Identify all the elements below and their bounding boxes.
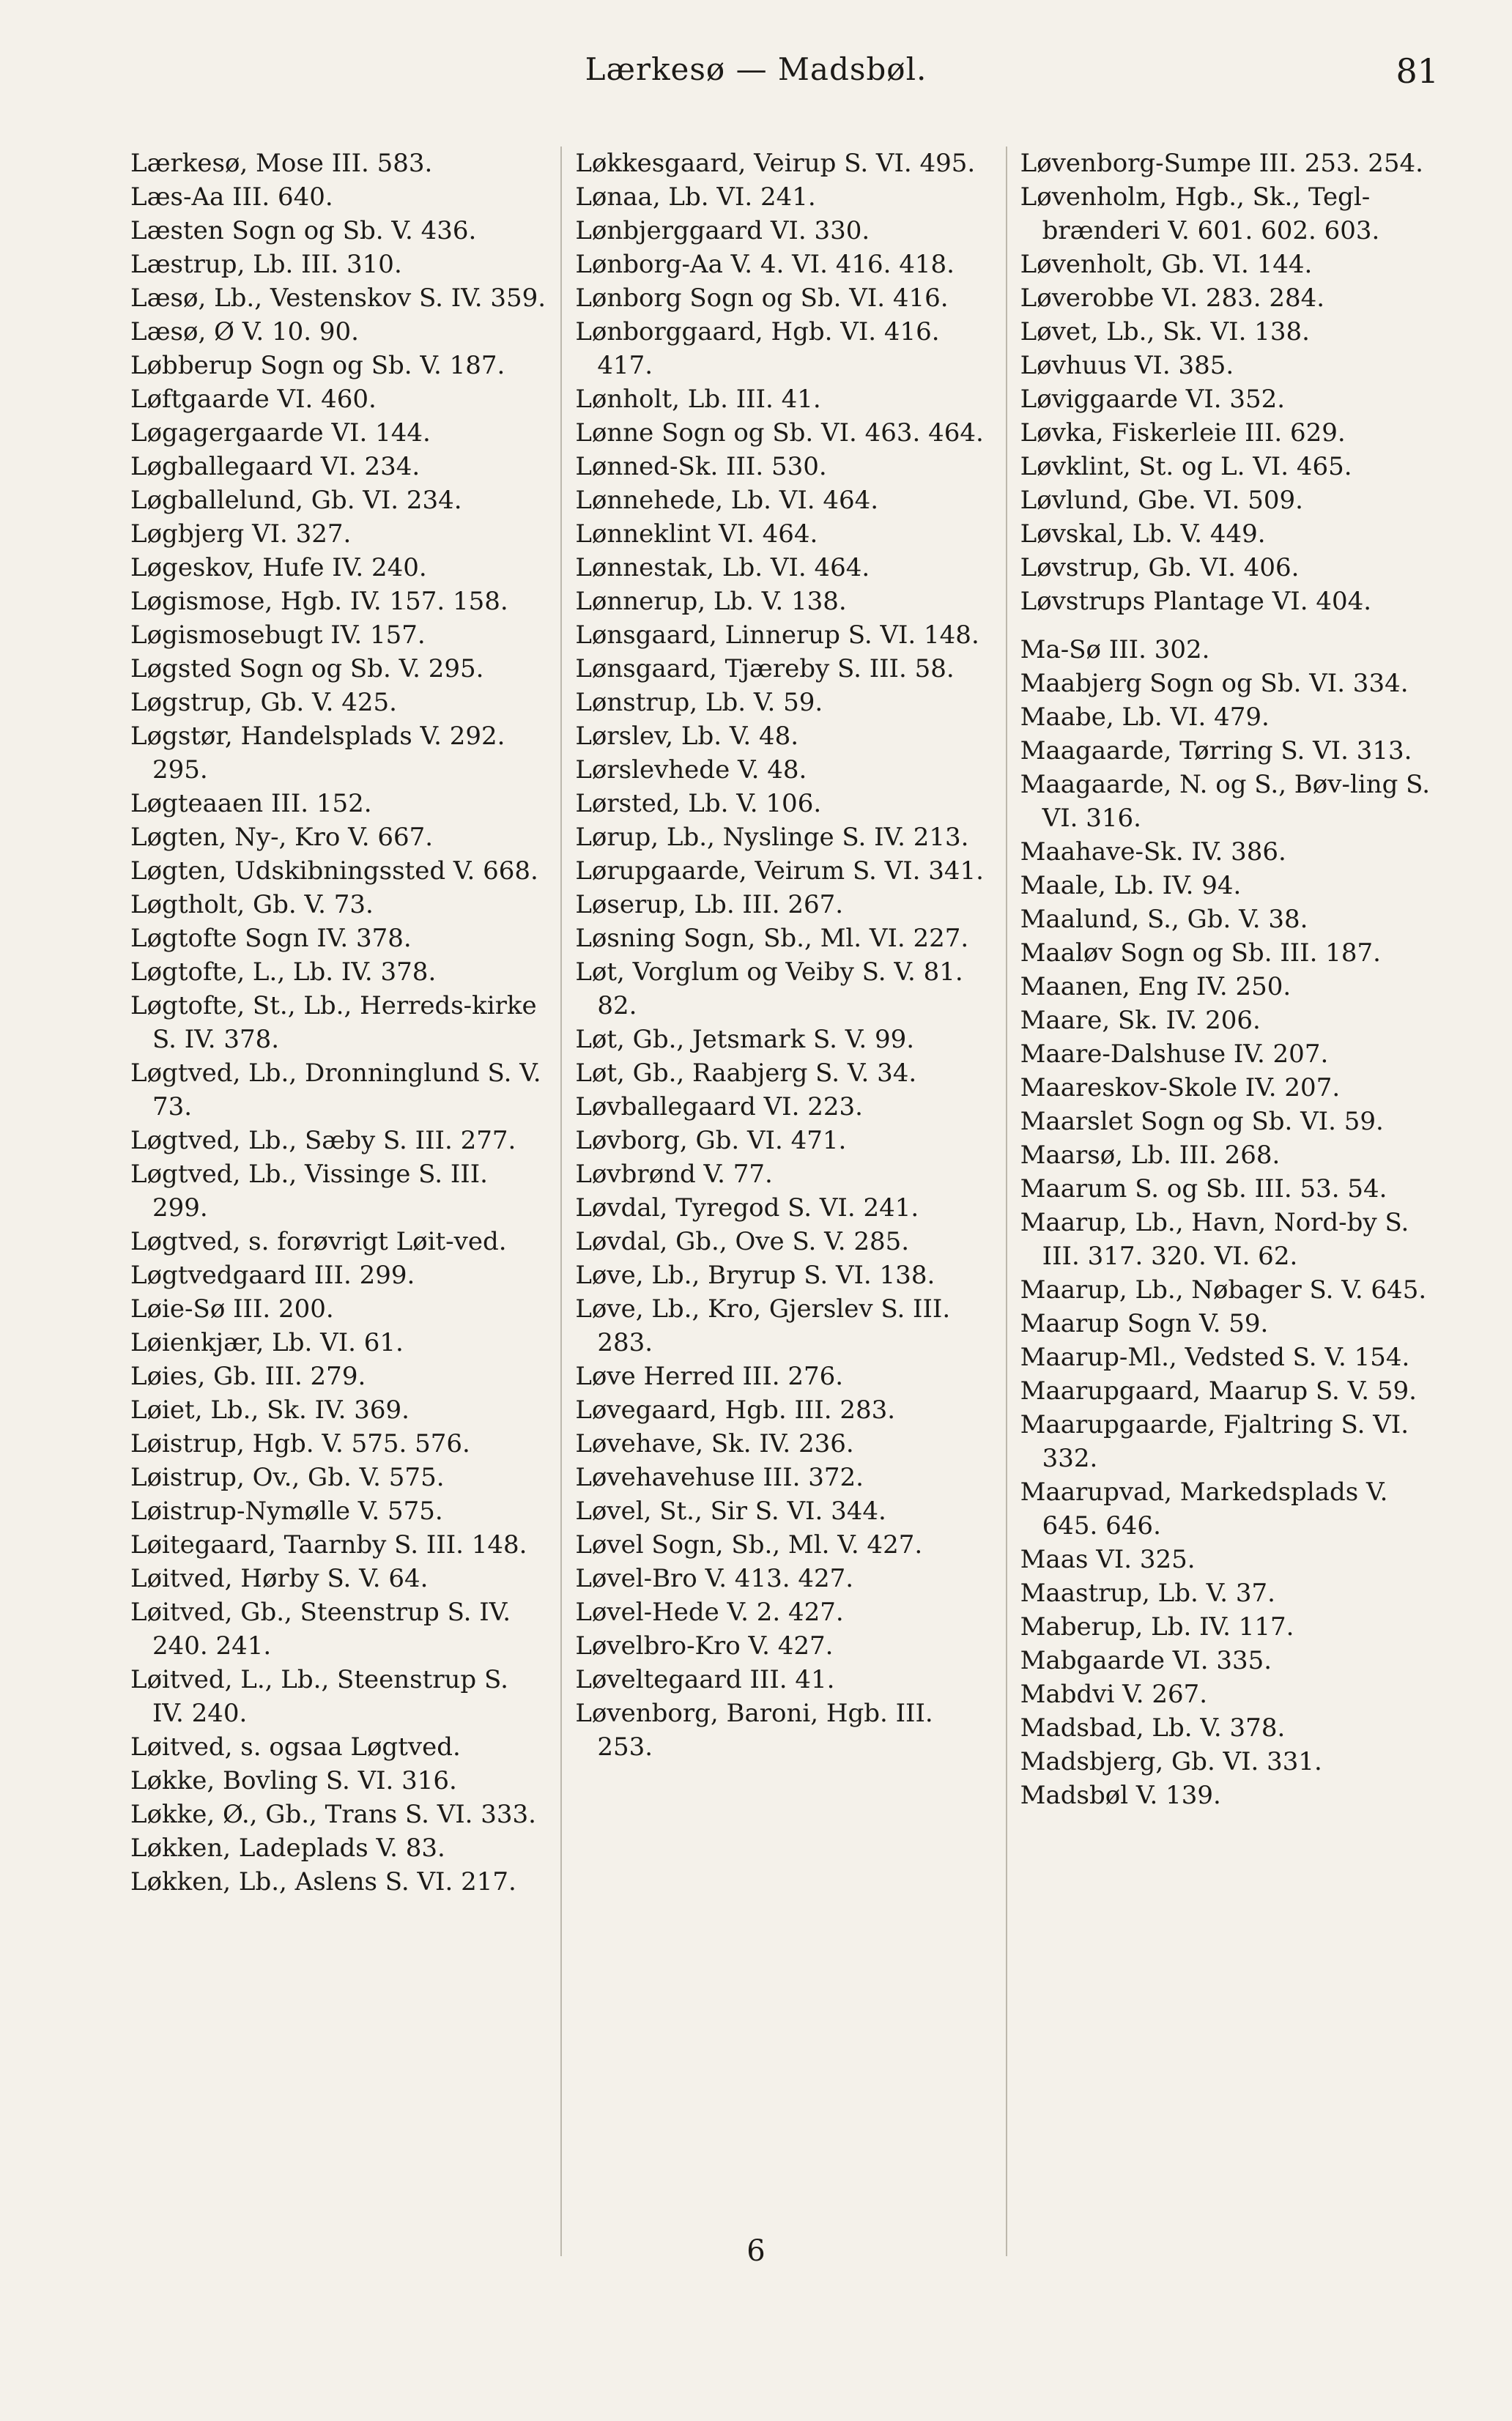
index-entry: Løies, Gb. III. 279. xyxy=(130,1362,366,1391)
index-entry: Løienkjær, Lb. VI. 61. xyxy=(130,1328,404,1357)
index-entry: Løgtvedgaard III. 299. xyxy=(130,1261,415,1290)
index-entry: Løsning Sogn, Sb., Ml. VI. 227. xyxy=(575,924,969,953)
index-entry: Løgtholt, Gb. V. 73. xyxy=(130,890,374,919)
index-entry: Løgstør, Handelsplads V. 292. 295. xyxy=(130,722,505,785)
index-entry: Lærkesø, Mose III. 583. xyxy=(130,149,433,178)
signature-mark: 6 xyxy=(746,2234,766,2268)
index-entry: Lørslevhede V. 48. xyxy=(575,755,807,785)
index-entry: Løgagergaarde VI. 144. xyxy=(130,418,431,448)
index-entry: Løvhuus VI. 385. xyxy=(1020,351,1234,380)
index-entry: Læstrup, Lb. III. 310. xyxy=(130,250,402,279)
index-entry: Læsø, Lb., Vestenskov S. IV. 359. xyxy=(130,283,546,313)
index-entry: Løistrup, Hgb. V. 575. 576. xyxy=(130,1429,470,1458)
index-entry: Maas VI. 325. xyxy=(1020,1545,1196,1574)
index-entry: Lørupgaarde, Veirum S. VI. 341. xyxy=(575,856,984,886)
index-entry: Løgtofte, L., Lb. IV. 378. xyxy=(130,957,437,987)
index-entry: Lønned-Sk. III. 530. xyxy=(575,452,827,481)
index-entry: Lønne Sogn og Sb. VI. 463. 464. xyxy=(575,418,984,448)
index-entry: Maaløv Sogn og Sb. III. 187. xyxy=(1020,938,1381,968)
index-entry: Læsten Sogn og Sb. V. 436. xyxy=(130,216,477,245)
index-column-1 xyxy=(117,147,560,2256)
index-entry: Madsbjerg, Gb. VI. 331. xyxy=(1020,1747,1322,1776)
index-entry: Lønnerup, Lb. V. 138. xyxy=(575,587,847,616)
index-entry: Løvehave, Sk. IV. 236. xyxy=(575,1429,854,1458)
index-entry: Løkken, Lb., Aslens S. VI. 217. xyxy=(130,1867,516,1897)
index-entry: Løvballegaard VI. 223. xyxy=(575,1092,863,1121)
index-entry: Læs-Aa III. 640. xyxy=(130,182,333,212)
index-entry: Løgismose, Hgb. IV. 157. 158. xyxy=(130,587,508,616)
index-entry: Løkke, Bovling S. VI. 316. xyxy=(130,1766,457,1795)
index-entry: Løgsted Sogn og Sb. V. 295. xyxy=(130,654,484,683)
index-entry: Løvel-Bro V. 413. 427. xyxy=(575,1564,854,1593)
index-columns xyxy=(117,147,1450,2256)
index-entry: Løistrup, Ov., Gb. V. 575. xyxy=(130,1463,445,1492)
index-entry: Løvstrup, Gb. VI. 406. xyxy=(1020,553,1300,582)
index-entry: Maarslet Sogn og Sb. VI. 59. xyxy=(1020,1107,1384,1136)
index-entry: Maabe, Lb. VI. 479. xyxy=(1020,702,1270,732)
index-entry: Løgtved, s. forøvrigt Løit-ved. xyxy=(130,1227,507,1256)
index-entry: Maareskov-Skole IV. 207. xyxy=(1020,1073,1341,1102)
index-entry: Lønaa, Lb. VI. 241. xyxy=(575,182,816,212)
index-entry: Maanen, Eng IV. 250. xyxy=(1020,972,1292,1001)
index-entry: Løvenholm, Hgb., Sk., Tegl-brænderi V. 601. 602. 603. xyxy=(1020,182,1380,245)
index-entry: Mabgaarde VI. 335. xyxy=(1020,1646,1272,1675)
index-entry: Maahave-Sk. IV. 386. xyxy=(1020,837,1286,867)
index-entry: Løvelbro-Kro V. 427. xyxy=(575,1631,834,1661)
page-number: 81 xyxy=(1396,51,1439,91)
index-entry: Løve Herred III. 276. xyxy=(575,1362,844,1391)
index-entry: Lønnestak, Lb. VI. 464. xyxy=(575,553,870,582)
index-entry: Løvel-Hede V. 2. 427. xyxy=(575,1598,844,1627)
index-entry: Lønholt, Lb. III. 41. xyxy=(575,385,821,414)
index-column-3 xyxy=(1006,147,1450,2256)
index-entry: Løvet, Lb., Sk. VI. 138. xyxy=(1020,317,1310,346)
index-entry: Løvlund, Gbe. VI. 509. xyxy=(1020,486,1303,515)
index-entry: Løftgaarde VI. 460. xyxy=(130,385,377,414)
index-entry: Lønborg Sogn og Sb. VI. 416. xyxy=(575,283,949,313)
index-entry: Maarup-Ml., Vedsted S. V. 154. xyxy=(1020,1343,1410,1372)
index-entry: Løitved, L., Lb., Steenstrup S. IV. 240. xyxy=(130,1665,508,1728)
index-entry: Lørup, Lb., Nyslinge S. IV. 213. xyxy=(575,823,969,852)
index-entry: Løgeskov, Hufe IV. 240. xyxy=(130,553,427,582)
index-entry: Lørsted, Lb. V. 106. xyxy=(575,789,822,818)
index-entry: Maarupvad, Markedsplads V. 645. 646. xyxy=(1020,1478,1388,1541)
index-entry: Maarup, Lb., Havn, Nord-by S. III. 317. 320. VI. 62. xyxy=(1020,1208,1409,1271)
index-entry: Lønsgaard, Tjæreby S. III. 58. xyxy=(575,654,955,683)
index-entry: Løt, Vorglum og Veiby S. V. 81. 82. xyxy=(575,957,963,1020)
index-entry: Løkkesgaard, Veirup S. VI. 495. xyxy=(575,149,976,178)
index-entry: Løvel, St., Sir S. VI. 344. xyxy=(575,1497,886,1526)
index-entry: Lønborg-Aa V. 4. VI. 416. 418. xyxy=(575,250,955,279)
index-entry: Løkken, Ladeplads V. 83. xyxy=(130,1834,445,1863)
index-entry: Lønnehede, Lb. VI. 464. xyxy=(575,486,879,515)
index-entry: Løkke, Ø., Gb., Trans S. VI. 333. xyxy=(130,1800,536,1829)
index-entry: Løistrup-Nymølle V. 575. xyxy=(130,1497,443,1526)
index-entry: Løvstrups Plantage VI. 404. xyxy=(1020,587,1372,616)
index-entry: Løbberup Sogn og Sb. V. 187. xyxy=(130,351,505,380)
index-entry: Løvklint, St. og L. VI. 465. xyxy=(1020,452,1352,481)
index-entry: Maagaarde, N. og S., Bøv-ling S. VI. 316. xyxy=(1020,770,1431,833)
index-entry: Maale, Lb. IV. 94. xyxy=(1020,871,1242,900)
index-entry: Løgbjerg VI. 327. xyxy=(130,519,352,549)
running-title: Lærkesø — Madsbøl. xyxy=(585,51,927,87)
index-entry: Løvegaard, Hgb. III. 283. xyxy=(575,1395,896,1425)
index-entry: Løve, Lb., Bryrup S. VI. 138. xyxy=(575,1261,935,1290)
index-entry: Løgismosebugt IV. 157. xyxy=(130,620,426,650)
index-entry: Løvbrønd V. 77. xyxy=(575,1160,773,1189)
index-entry: Læsø, Ø V. 10. 90. xyxy=(130,317,359,346)
index-entry: Løviggaarde VI. 352. xyxy=(1020,385,1286,414)
index-entry: Løvehavehuse III. 372. xyxy=(575,1463,864,1492)
index-entry: Løgten, Udskibningssted V. 668. xyxy=(130,856,538,886)
index-entry: Løgtved, Lb., Vissinge S. III. 299. xyxy=(130,1160,488,1223)
index-entry: Løvborg, Gb. VI. 471. xyxy=(575,1126,847,1155)
index-entry: Maagaarde, Tørring S. VI. 313. xyxy=(1020,736,1412,765)
index-entry: Maarum S. og Sb. III. 53. 54. xyxy=(1020,1174,1387,1204)
index-entry: Løvdal, Tyregod S. VI. 241. xyxy=(575,1193,919,1223)
index-entry: Løvskal, Lb. V. 449. xyxy=(1020,519,1266,549)
index-entry: Løverobbe VI. 283. 284. xyxy=(1020,283,1325,313)
index-entry: Mabdvi V. 267. xyxy=(1020,1680,1208,1709)
index-entry: Løie-Sø III. 200. xyxy=(130,1294,334,1324)
index-entry: Maarsø, Lb. III. 268. xyxy=(1020,1141,1281,1170)
index-entry: Lønneklint VI. 464. xyxy=(575,519,818,549)
index-entry: Løveltegaard III. 41. xyxy=(575,1665,835,1694)
index-entry: Løgballelund, Gb. VI. 234. xyxy=(130,486,462,515)
index-entry: Løgtved, Lb., Sæby S. III. 277. xyxy=(130,1126,516,1155)
index-entry: Løitved, Hørby S. V. 64. xyxy=(130,1564,429,1593)
index-entry: Madsbad, Lb. V. 378. xyxy=(1020,1713,1286,1743)
page-header xyxy=(0,51,1512,117)
index-entry: Løvka, Fiskerleie III. 629. xyxy=(1020,418,1346,448)
index-entry: Maastrup, Lb. V. 37. xyxy=(1020,1579,1275,1608)
index-entry: Løve, Lb., Kro, Gjerslev S. III. 283. xyxy=(575,1294,951,1357)
index-entry: Maarupgaard, Maarup S. V. 59. xyxy=(1020,1376,1417,1406)
index-entry: Lørslev, Lb. V. 48. xyxy=(575,722,799,751)
index-entry: Løitved, s. ogsaa Løgtved. xyxy=(130,1732,461,1762)
index-entry: Løvdal, Gb., Ove S. V. 285. xyxy=(575,1227,910,1256)
index-entry: Maarup Sogn V. 59. xyxy=(1020,1309,1269,1338)
index-entry: Løt, Gb., Jetsmark S. V. 99. xyxy=(575,1025,915,1054)
index-entry: Løserup, Lb. III. 267. xyxy=(575,890,844,919)
index-entry: Løitegaard, Taarnby S. III. 148. xyxy=(130,1530,527,1560)
index-entry: Løvenborg, Baroni, Hgb. III. 253. xyxy=(575,1699,933,1762)
index-entry: Maarupgaarde, Fjaltring S. VI. 332. xyxy=(1020,1410,1409,1473)
index-entry: Løgteaaen III. 152. xyxy=(130,789,372,818)
index-entry: Løgtofte Sogn IV. 378. xyxy=(130,924,412,953)
index-entry: Lønsgaard, Linnerup S. VI. 148. xyxy=(575,620,979,650)
index-entry: Maare, Sk. IV. 206. xyxy=(1020,1006,1261,1035)
index-entry: Maabjerg Sogn og Sb. VI. 334. xyxy=(1020,669,1409,698)
index-entry: Ma-Sø III. 302. xyxy=(1020,635,1210,664)
index-entry: Lønstrup, Lb. V. 59. xyxy=(575,688,823,717)
index-entry: Maare-Dalshuse IV. 207. xyxy=(1020,1039,1329,1069)
index-entry: Løitved, Gb., Steenstrup S. IV. 240. 241. xyxy=(130,1598,511,1661)
index-entry: Maberup, Lb. IV. 117. xyxy=(1020,1612,1294,1642)
index-column-2 xyxy=(560,147,1005,2256)
index-entry: Løiet, Lb., Sk. IV. 369. xyxy=(130,1395,410,1425)
index-entry: Løgstrup, Gb. V. 425. xyxy=(130,688,397,717)
index-entry: Løvenholt, Gb. VI. 144. xyxy=(1020,250,1313,279)
index-entry: Løvenborg-Sumpe III. 253. 254. xyxy=(1020,149,1423,178)
index-entry: Madsbøl V. 139. xyxy=(1020,1781,1221,1810)
index-entry: Lønbjerggaard VI. 330. xyxy=(575,216,870,245)
index-entry: Maarup, Lb., Nøbager S. V. 645. xyxy=(1020,1275,1427,1305)
index-entry: Løt, Gb., Raabjerg S. V. 34. xyxy=(575,1059,917,1088)
index-entry: Løgtved, Lb., Dronninglund S. V. 73. xyxy=(130,1059,541,1121)
index-entry: Maalund, S., Gb. V. 38. xyxy=(1020,905,1308,934)
index-entry: Lønborggaard, Hgb. VI. 416. 417. xyxy=(575,317,940,380)
index-entry: Løvel Sogn, Sb., Ml. V. 427. xyxy=(575,1530,923,1560)
index-entry: Løgten, Ny-, Kro V. 667. xyxy=(130,823,434,852)
index-entry: Løgballegaard VI. 234. xyxy=(130,452,420,481)
index-entry: Løgtofte, St., Lb., Herreds-kirke S. IV. 378. xyxy=(130,991,537,1054)
